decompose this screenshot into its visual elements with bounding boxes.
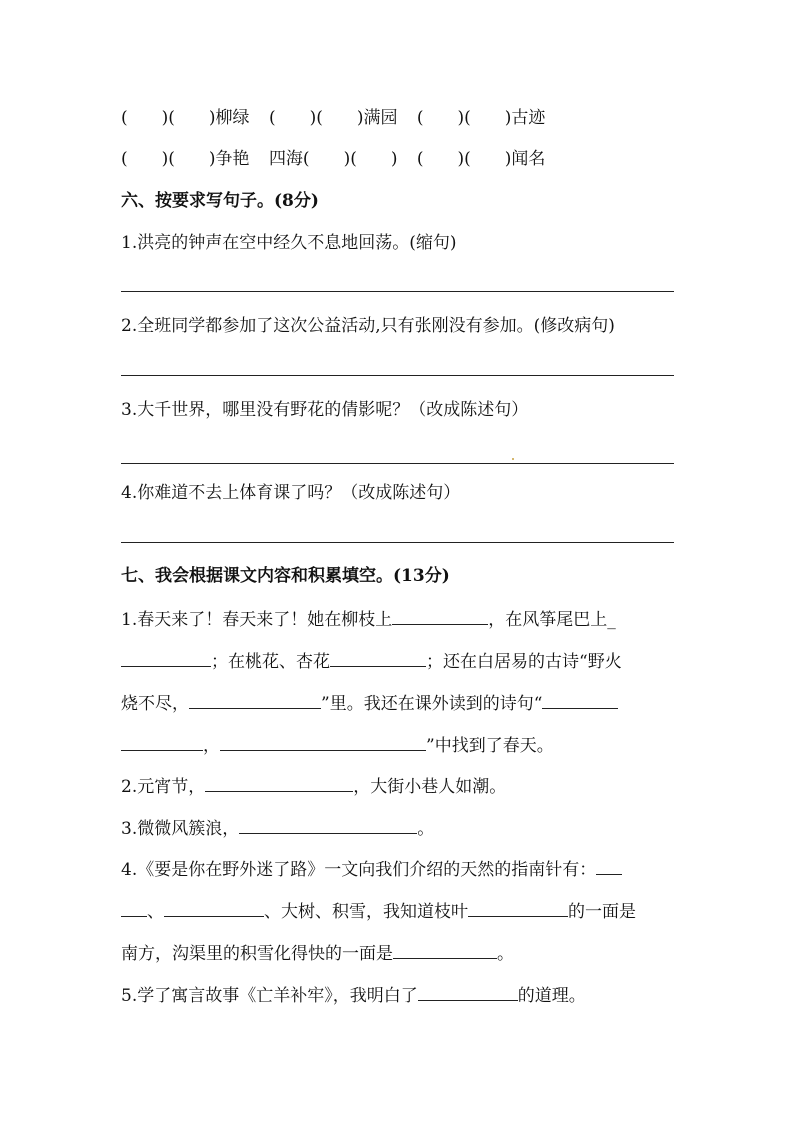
section7-q3 xyxy=(121,816,434,840)
idiom-blank-2[interactable]: ( )( )满园 xyxy=(268,108,398,128)
stray-mark xyxy=(512,458,514,460)
q1-text-h: ”中找到了春天。 xyxy=(426,736,554,756)
q1-text-b: ，在风筝尾巴上_ xyxy=(488,610,616,630)
idiom-blank-3[interactable]: ( )( )古迹 xyxy=(416,108,546,128)
q4-text-f: 。 xyxy=(497,944,514,964)
q1-blank-extra-poem-b[interactable] xyxy=(121,733,203,751)
section6-q4: 4.你难道不去上体育课了吗？（改成陈述句） xyxy=(121,483,461,503)
q3-text-b: 。 xyxy=(417,819,435,839)
q3-blank[interactable] xyxy=(239,816,417,834)
q1-text-e: 烧不尽， xyxy=(121,694,189,714)
answer-line-q4[interactable] xyxy=(121,542,674,543)
answer-line-q3[interactable] xyxy=(121,463,674,464)
q2-blank[interactable] xyxy=(205,774,353,792)
q3-text-a: 3.微微风簇浪， xyxy=(121,819,240,839)
idiom-blank-6[interactable]: ( )( )闻名 xyxy=(416,149,546,169)
q1-text-c: ；在桃花、杏花 xyxy=(211,652,330,672)
q4-blank-compass-1b[interactable] xyxy=(121,899,147,917)
section7-q4-line3 xyxy=(121,941,514,965)
section7-q1-line4 xyxy=(121,733,554,757)
section7-q1-line3 xyxy=(121,691,618,715)
q1-text-d: ；还在白居易的古诗“野火 xyxy=(426,652,622,672)
q2-text-b: ，大街小巷人如潮。 xyxy=(353,777,507,797)
q4-text-e: 南方，沟渠里的积雪化得快的一面是 xyxy=(121,944,393,964)
section7-q5 xyxy=(121,983,586,1007)
section7-q2 xyxy=(121,774,506,798)
q4-blank-compass-1a[interactable] xyxy=(596,857,622,875)
q4-blank-compass-2[interactable] xyxy=(164,899,264,917)
q1-text-f: ”里。我还在课外读到的诗句“ xyxy=(321,694,543,714)
q4-text-c: 、大树、积雪，我知道枝叶 xyxy=(264,902,468,922)
idiom-blank-1[interactable]: ( )( )柳绿 xyxy=(121,108,250,128)
idiom-blank-5[interactable]: 四海( )( ) xyxy=(268,149,398,169)
q1-blank-flowers[interactable] xyxy=(330,649,426,667)
section6-q1: 1.洪亮的钟声在空中经久不息地回荡。(缩句) xyxy=(121,233,457,253)
section6-q3: 3.大千世界，哪里没有野花的倩影呢？（改成陈述句） xyxy=(121,400,529,420)
idiom-row-1 xyxy=(121,107,545,129)
q1-blank-willow[interactable] xyxy=(392,607,488,625)
section7-q4-line2 xyxy=(121,899,636,923)
answer-line-q2[interactable] xyxy=(121,375,674,376)
q5-text-b: 的道理。 xyxy=(517,986,586,1006)
q4-blank-snow[interactable] xyxy=(393,941,497,959)
q1-blank-poem[interactable] xyxy=(189,691,321,709)
q2-text-a: 2.元宵节， xyxy=(121,777,206,797)
q5-text-a: 5.学了寓言故事《亡羊补牢》，我明白了 xyxy=(121,986,418,1006)
q4-text-b: 、 xyxy=(147,902,164,922)
q1-blank-extra-poem-c[interactable] xyxy=(220,733,426,751)
q1-text-g: ， xyxy=(203,736,220,756)
section7-q4-line1 xyxy=(121,857,622,881)
q4-blank-leaves[interactable] xyxy=(468,899,568,917)
q1-blank-extra-poem-a[interactable] xyxy=(542,691,618,709)
q1-blank-kite[interactable] xyxy=(121,649,211,667)
idiom-blank-4[interactable]: ( )( )争艳 xyxy=(121,149,250,169)
q4-text-d: 的一面是 xyxy=(568,902,636,922)
idiom-row-2 xyxy=(121,148,545,170)
section7-q1-line2 xyxy=(121,649,622,673)
section6-q2: 2.全班同学都参加了这次公益活动,只有张刚没有参加。(修改病句) xyxy=(121,316,615,336)
answer-line-q1[interactable] xyxy=(121,291,674,292)
q4-text-a: 4.《要是你在野外迷了路》一文向我们介绍的天然的指南针有： xyxy=(121,860,597,880)
section6-heading: 六、按要求写句子。(8分) xyxy=(121,191,319,211)
q1-text-a: 1.春天来了！春天来了！她在柳枝上 xyxy=(121,610,393,630)
section7-q1-line1 xyxy=(121,607,616,631)
q5-blank[interactable] xyxy=(418,983,518,1001)
section7-heading: 七、我会根据课文内容和积累填空。(13分) xyxy=(121,566,450,586)
